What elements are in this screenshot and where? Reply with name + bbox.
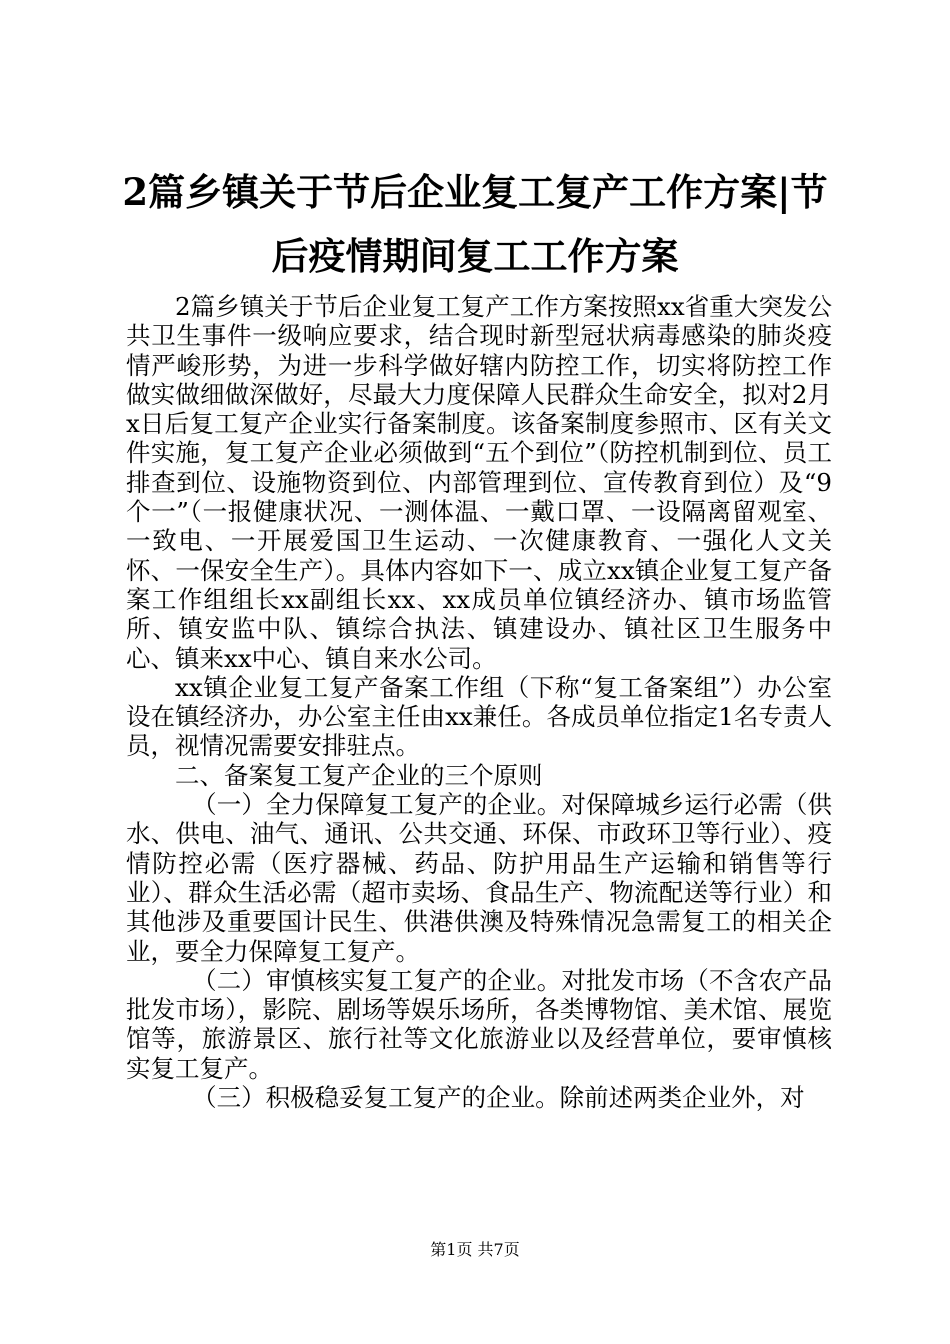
paragraph: （三）积极稳妥复工复产的企业。除前述两类企业外，对 (192, 1083, 805, 1113)
paragraph: （一）全力保障复工复产的企业。对保障城乡运行必需（供水、供电、油气、通讯、公共交通、环保、市政环卫等行业）、疫情防控必需（医疗器械、药品、防护用品生产运输和销售等行业）、群众生活必需（超市卖场、食品生产、物流配送等行业）和其他涉及重要国计民生、供港供澳及特殊情况急需复工的相关企业，要全力保障复工复产。 (126, 790, 832, 966)
paragraph: 2篇乡镇关于节后企业复工复产工作方案按照xx省重大突发公共卫生事件一级响应要求，结合现时新型冠状病毒感染的肺炎疫情严峻形势，为进一步科学做好辖内防控工作，切实将防控工作做实做细做深做好，尽最大力度保障人民群众生命安全，拟对2月x日后复工复产企业实行备案制度。该备案制度参照市、区有关文件实施，复工复产企业必须做到“五个到位”（防控机制到位、员工排查到位、设施物资到位、内部管理到位、宣传教育到位）及“9个一”（一报健康状况、一测体温、一戴口罩、一设隔离留观室、一致电、一开展爱国卫生运动、一次健康教育、一强化人文关怀、一保安全生产）。具体内容如下一、成立xx镇企业复工复产备案工作组组长xx副组长xx、xx成员单位镇经济办、镇市场监管所、镇安监中队、镇综合执法、镇建设办、镇社区卫生服务中心、镇来xx中心、镇自来水公司。 (126, 292, 832, 673)
section-heading: 二、备案复工复产企业的三个原则 (175, 760, 543, 790)
document-body (126, 292, 832, 1112)
paragraph: （二）审慎核实复工复产的企业。对批发市场（不含农产品批发市场），影院、剧场等娱乐场所，各类博物馆、美术馆、展览馆等，旅游景区、旅行社等文化旅游业以及经营单位，要审慎核实复工复产。 (126, 965, 832, 1083)
paragraph: xx镇企业复工复产备案工作组（下称“复工备案组”）办公室设在镇经济办，办公室主任由xx兼任。各成员单位指定1名专责人员，视情况需要安排驻点。 (126, 672, 832, 761)
document-title: 2篇乡镇关于节后企业复工复产工作方案|节后疫情期间复工工作方案 (122, 170, 828, 278)
page-footer: 第1页 共7页 (430, 1240, 520, 1259)
